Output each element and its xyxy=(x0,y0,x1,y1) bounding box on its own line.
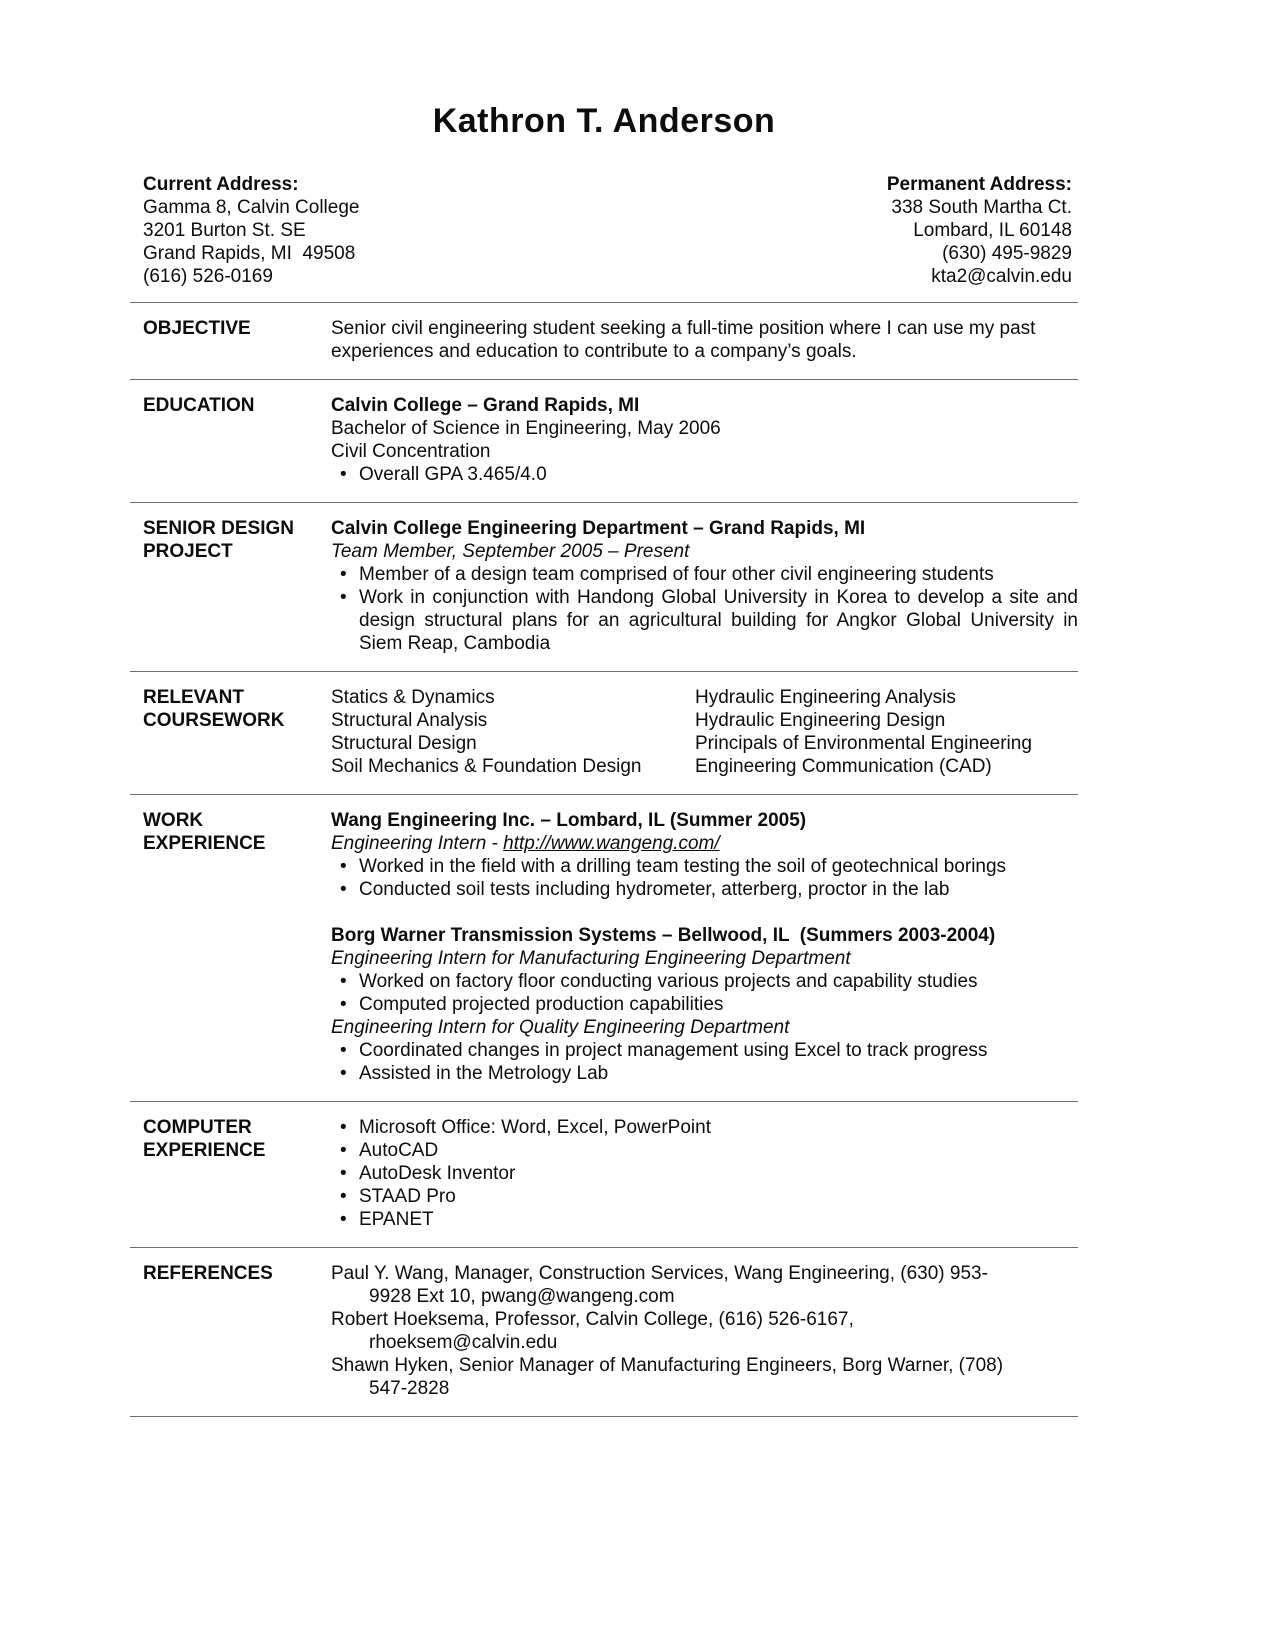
list-item xyxy=(331,1039,1078,1062)
course-item: Soil Mechanics & Foundation Design xyxy=(331,756,642,777)
list-item xyxy=(331,878,1078,901)
job-bullet: Assisted in the Metrology Lab xyxy=(359,1063,609,1084)
bullet-icon: • xyxy=(340,1163,347,1184)
job-entry xyxy=(331,924,1078,1085)
list-item xyxy=(331,586,1078,655)
spacer xyxy=(331,901,1078,924)
bullet-icon: • xyxy=(340,1209,347,1230)
computer-skill: EPANET xyxy=(359,1209,434,1230)
section-label-work-experience: WORK EXPERIENCE xyxy=(143,810,266,854)
senior-design-bullet: Work in conjunction with Handong Global University in Korea to develop a site and design structural plans for an agricultural building for Angkor Global University in Siem Reap, Cambodia xyxy=(359,587,1078,654)
work-experience-body xyxy=(331,809,1078,1085)
course-item: Hydraulic Engineering Design xyxy=(695,710,946,731)
list-item xyxy=(331,1116,1078,1139)
list-item xyxy=(331,463,1078,486)
section-label-references: REFERENCES xyxy=(143,1263,273,1284)
coursework-left-column xyxy=(331,686,695,778)
computer-skill: Microsoft Office: Word, Excel, PowerPoint xyxy=(359,1117,711,1138)
list-item xyxy=(331,1208,1078,1231)
section-objective xyxy=(130,302,1078,379)
section-label-education: EDUCATION xyxy=(143,395,255,416)
references-body xyxy=(331,1262,1078,1400)
bullet-icon: • xyxy=(340,1063,347,1084)
section-label-senior-design: SENIOR DESIGN PROJECT xyxy=(143,518,294,562)
section-label-computer-experience: COMPUTER EXPERIENCE xyxy=(143,1117,266,1161)
address-line: Grand Rapids, MI 49508 xyxy=(143,243,356,264)
bullet-icon: • xyxy=(340,464,347,485)
job-bullet: Worked on factory floor conducting various projects and capability studies xyxy=(359,971,978,992)
reference-line: rhoeksem@calvin.edu xyxy=(369,1332,558,1353)
bullet-icon: • xyxy=(340,1140,347,1161)
address-line: 338 South Martha Ct. xyxy=(891,197,1072,218)
education-concentration: Civil Concentration xyxy=(331,441,491,462)
section-coursework xyxy=(130,671,1078,794)
coursework-body xyxy=(331,686,1078,778)
section-label-coursework: RELEVANT COURSEWORK xyxy=(143,687,285,731)
address-line: kta2@calvin.edu xyxy=(931,266,1072,287)
education-body xyxy=(331,394,1078,486)
reference-line: Shawn Hyken, Senior Manager of Manufacturing Engineers, Borg Warner, (708) xyxy=(331,1355,1004,1376)
bullet-icon: • xyxy=(340,564,347,585)
computer-skill: AutoCAD xyxy=(359,1140,439,1161)
bullet-icon: • xyxy=(340,1040,347,1061)
senior-design-body xyxy=(331,517,1078,655)
coursework-right-column xyxy=(695,686,1078,778)
section-work-experience xyxy=(130,794,1078,1101)
bullet-icon: • xyxy=(340,587,347,608)
education-degree: Bachelor of Science in Engineering, May 2006 xyxy=(331,418,721,439)
education-school: Calvin College – Grand Rapids, MI xyxy=(331,395,640,416)
section-label-objective: OBJECTIVE xyxy=(143,318,251,339)
section-divider xyxy=(130,1416,1078,1417)
course-item: Engineering Communication (CAD) xyxy=(695,756,992,777)
computer-skill: AutoDesk Inventor xyxy=(359,1163,516,1184)
address-line: 3201 Burton St. SE xyxy=(143,220,306,241)
computer-skill: STAAD Pro xyxy=(359,1186,456,1207)
objective-body xyxy=(331,317,1078,363)
list-item xyxy=(331,970,1078,993)
section-references xyxy=(130,1247,1078,1416)
reference-line: Robert Hoeksema, Professor, Calvin College, (616) 526-6167, xyxy=(331,1309,854,1330)
course-item: Principals of Environmental Engineering xyxy=(695,733,1032,754)
course-item: Statics & Dynamics xyxy=(331,687,495,708)
list-item xyxy=(331,855,1078,878)
job-role: Engineering Intern for Quality Engineering Department xyxy=(331,1017,790,1038)
bullet-icon: • xyxy=(340,879,347,900)
job-role-line xyxy=(331,832,1078,855)
list-item xyxy=(331,993,1078,1016)
job-bullet: Conducted soil tests including hydrometer, atterberg, proctor in the lab xyxy=(359,879,950,900)
address-line: (616) 526-0169 xyxy=(143,266,273,287)
list-item xyxy=(331,1162,1078,1185)
job-role: Engineering Intern for Manufacturing Engineering Department xyxy=(331,948,851,969)
coursework-columns xyxy=(331,686,1078,778)
reference-line: 547-2828 xyxy=(369,1378,450,1399)
list-item xyxy=(331,1185,1078,1208)
wangeng-link[interactable]: http://www.wangeng.com/ xyxy=(503,833,720,854)
address-line: Gamma 8, Calvin College xyxy=(143,197,360,218)
job-role: Engineering Intern - xyxy=(331,833,504,854)
job-entry xyxy=(331,809,1078,901)
section-senior-design xyxy=(130,502,1078,671)
bullet-icon: • xyxy=(340,971,347,992)
section-education xyxy=(130,379,1078,502)
job-heading: Wang Engineering Inc. – Lombard, IL (Summer 2005) xyxy=(331,810,807,831)
section-computer-experience xyxy=(130,1101,1078,1247)
job-bullet: Coordinated changes in project management using Excel to track progress xyxy=(359,1040,988,1061)
permanent-address xyxy=(887,173,1072,288)
list-item xyxy=(331,563,1078,586)
address-block xyxy=(130,173,1078,288)
reference-line: Paul Y. Wang, Manager, Construction Services, Wang Engineering, (630) 953- xyxy=(331,1263,988,1284)
bullet-icon: • xyxy=(340,856,347,877)
permanent-address-label: Permanent Address: xyxy=(886,174,1072,195)
reference-entry xyxy=(331,1354,1078,1400)
list-item xyxy=(331,1139,1078,1162)
education-gpa: Overall GPA 3.465/4.0 xyxy=(359,464,547,485)
bullet-icon: • xyxy=(340,994,347,1015)
senior-design-bullet: Member of a design team comprised of four other civil engineering students xyxy=(359,564,994,585)
reference-line: 9928 Ext 10, pwang@wangeng.com xyxy=(369,1286,675,1307)
address-line: Lombard, IL 60148 xyxy=(913,220,1072,241)
objective-text: Senior civil engineering student seeking a full-time position where I can use my past experiences and education to contribute to a company’s goals. xyxy=(331,318,1036,362)
reference-entry xyxy=(331,1308,1078,1354)
job-bullet: Worked in the field with a drilling team testing the soil of geotechnical borings xyxy=(359,856,1007,877)
senior-design-subheading: Team Member, September 2005 – Present xyxy=(331,541,690,562)
resume-name: Kathron T. Anderson xyxy=(432,102,776,140)
address-line: (630) 495-9829 xyxy=(942,243,1072,264)
reference-entry xyxy=(331,1262,1078,1308)
bullet-icon: • xyxy=(340,1117,347,1138)
current-address xyxy=(143,173,359,288)
senior-design-heading: Calvin College Engineering Department – Grand Rapids, MI xyxy=(331,518,866,539)
course-item: Hydraulic Engineering Analysis xyxy=(695,687,956,708)
current-address-label: Current Address: xyxy=(143,174,299,195)
bullet-icon: • xyxy=(340,1186,347,1207)
computer-experience-body xyxy=(331,1116,1078,1231)
job-bullet: Computed projected production capabilities xyxy=(359,994,724,1015)
list-item xyxy=(331,1062,1078,1085)
job-heading: Borg Warner Transmission Systems – Bellwood, IL (Summers 2003-2004) xyxy=(331,925,996,946)
course-item: Structural Analysis xyxy=(331,710,488,731)
course-item: Structural Design xyxy=(331,733,477,754)
